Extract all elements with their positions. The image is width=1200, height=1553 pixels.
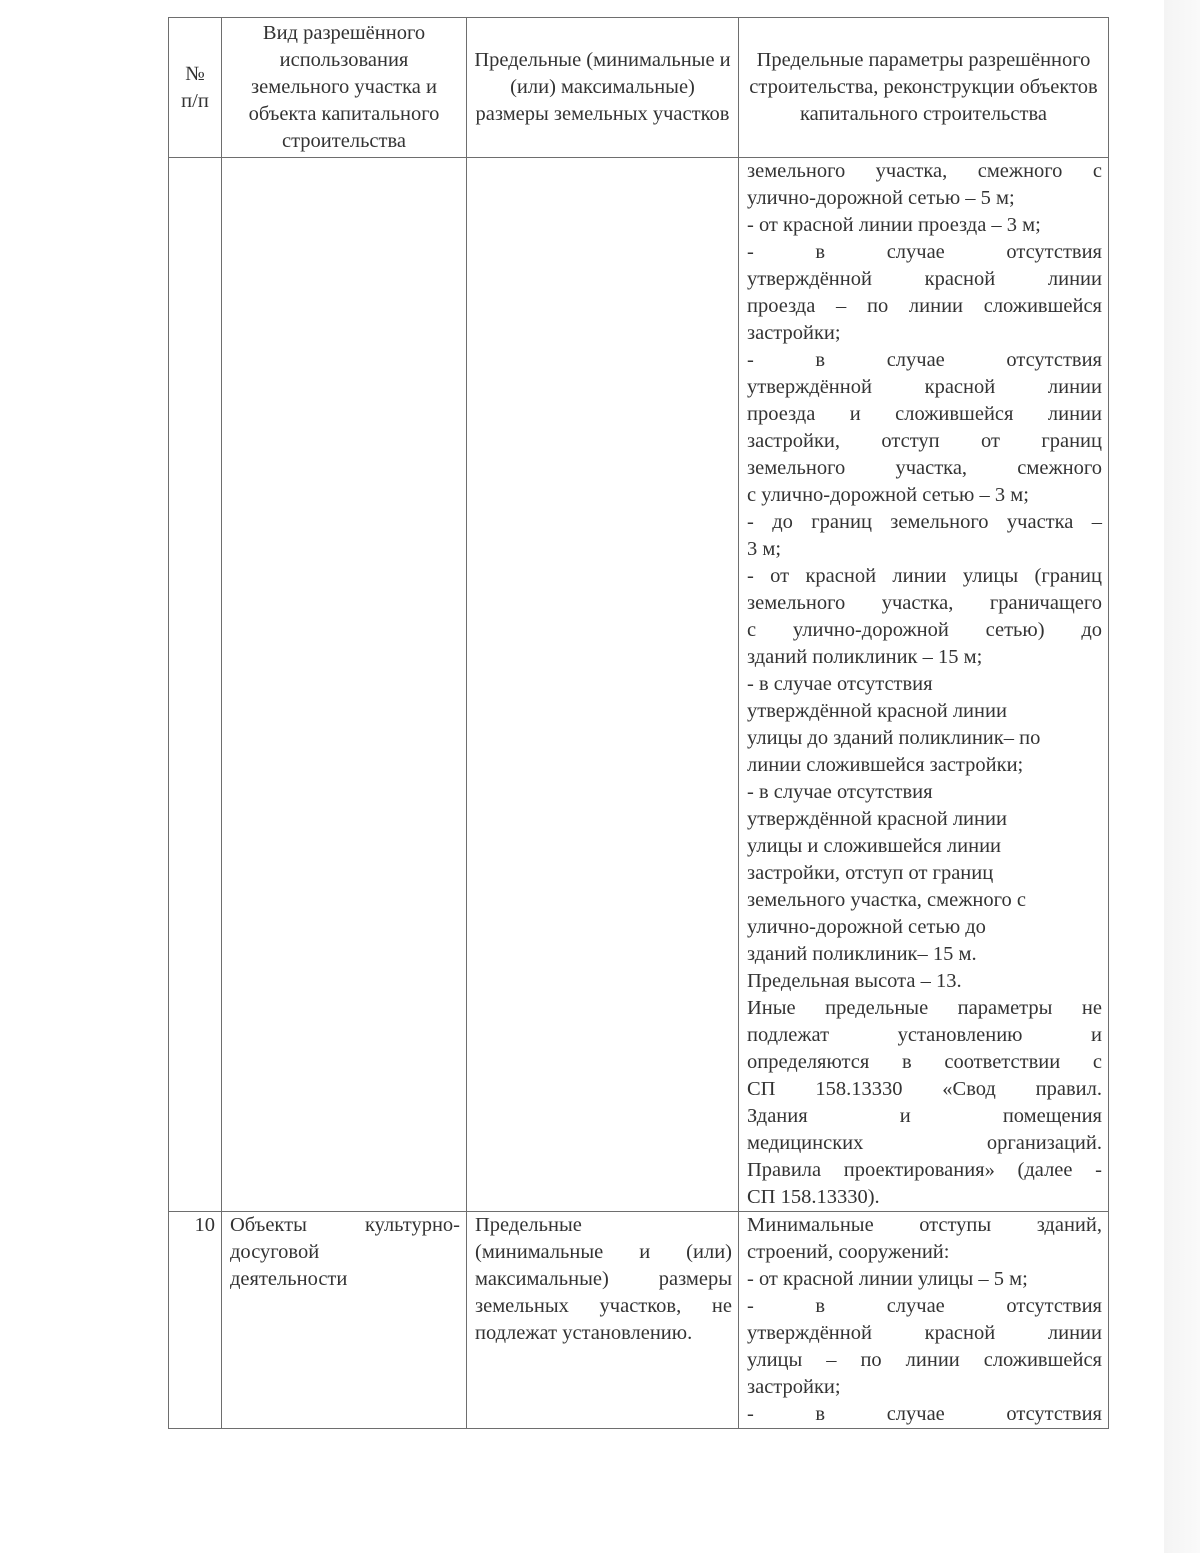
text-line: деятельности bbox=[230, 1268, 348, 1290]
text-line: земельного участка, смежного с bbox=[747, 160, 1102, 182]
table-header-row bbox=[169, 18, 1109, 158]
text-line: Предельная высота – 13. bbox=[747, 970, 962, 992]
text-line: зданий поликлиник – 15 м; bbox=[747, 646, 983, 668]
scan-page-edge bbox=[1164, 0, 1200, 1553]
text-line: улицы – по линии сложившейся bbox=[747, 1349, 1102, 1371]
text-line: земельных участков, не bbox=[475, 1295, 732, 1317]
text-line: - от красной линии проезда – 3 м; bbox=[747, 214, 1041, 236]
header-plot-sizes: Предельные (минимальные и (или) максимальные) размеры земельных участков bbox=[467, 18, 739, 158]
text-line: - в случае отсутствия bbox=[747, 781, 933, 803]
text-line: 3 м; bbox=[747, 538, 782, 560]
text-line: - в случае отсутствия bbox=[747, 241, 1102, 263]
cell-construction-parameters bbox=[739, 1212, 1109, 1429]
text-line: досуговой bbox=[230, 1241, 320, 1263]
cell-number: 10 bbox=[169, 1212, 222, 1429]
text-line: проезда и сложившейся линии bbox=[747, 403, 1102, 425]
header-construction-parameters: Предельные параметры разрешённого строительства, реконструкции объектов капитального строительства bbox=[739, 18, 1109, 158]
text-line: - в случае отсутствия bbox=[747, 1295, 1102, 1317]
text-line: улично-дорожной сетью до bbox=[747, 916, 986, 938]
text-line: Иные предельные параметры не bbox=[747, 997, 1102, 1019]
table-row-10 bbox=[169, 1212, 1109, 1429]
cell-plot-sizes bbox=[467, 158, 739, 1212]
params-text-row-10 bbox=[747, 1212, 1102, 1428]
text-line: - в случае отсутствия bbox=[747, 1403, 1102, 1425]
text-line: утверждённой красной линии bbox=[747, 268, 1102, 290]
text-line: земельного участка, смежного с bbox=[747, 889, 1026, 911]
text-line: - в случае отсутствия bbox=[747, 349, 1102, 371]
text-line: с улично-дорожной сетью) до bbox=[747, 619, 1102, 641]
text-line: определяются в соответствии с bbox=[747, 1051, 1102, 1073]
text-line: - в случае отсутствия bbox=[747, 673, 933, 695]
text-line: утверждённой красной линии bbox=[747, 1322, 1102, 1344]
text-line: Объекты культурно- bbox=[230, 1214, 460, 1236]
text-line: строений, сооружений: bbox=[747, 1241, 950, 1263]
text-line: застройки; bbox=[747, 1376, 841, 1398]
params-text-continuation bbox=[747, 158, 1102, 1211]
text-line: Правила проектирования» (далее - bbox=[747, 1159, 1102, 1181]
text-line: застройки, отступ от границ bbox=[747, 862, 994, 884]
cell-permitted-use bbox=[222, 158, 467, 1212]
text-line: - от красной линии улицы (границ bbox=[747, 565, 1102, 587]
text-line: Минимальные отступы зданий, bbox=[747, 1214, 1102, 1236]
text-line: СП 158.13330 «Свод правил. bbox=[747, 1078, 1102, 1100]
text-line: улицы до зданий поликлиник– по bbox=[747, 727, 1041, 749]
header-number: № п/п bbox=[169, 18, 222, 158]
text-line: Предельные bbox=[475, 1214, 582, 1236]
text-line: утверждённой красной линии bbox=[747, 376, 1102, 398]
text-line: утверждённой красной линии bbox=[747, 808, 1007, 830]
cell-plot-sizes bbox=[467, 1212, 739, 1429]
text-line: зданий поликлиник– 15 м. bbox=[747, 943, 977, 965]
text-line: с улично-дорожной сетью – 3 м; bbox=[747, 484, 1029, 506]
text-line: СП 158.13330). bbox=[747, 1186, 880, 1208]
text-line: подлежат установлению. bbox=[475, 1322, 693, 1344]
text-line: - до границ земельного участка – bbox=[747, 511, 1102, 533]
text-line: улицы и сложившейся линии bbox=[747, 835, 1002, 857]
text-line: земельного участка, граничащего bbox=[747, 592, 1102, 614]
text-line: (минимальные и (или) bbox=[475, 1241, 732, 1263]
text-line: земельного участка, смежного bbox=[747, 457, 1102, 479]
text-line: медицинских организаций. bbox=[747, 1132, 1102, 1154]
text-line: линии сложившейся застройки; bbox=[747, 754, 1024, 776]
use-text-row-10 bbox=[230, 1212, 460, 1293]
text-line: максимальные) размеры bbox=[475, 1268, 732, 1290]
text-line: улично-дорожной сетью – 5 м; bbox=[747, 187, 1015, 209]
text-line: застройки; bbox=[747, 322, 841, 344]
header-permitted-use: Вид разрешённого использования земельного участка и объекта капитального строительства bbox=[222, 18, 467, 158]
cell-construction-parameters bbox=[739, 158, 1109, 1212]
text-line: - от красной линии улицы – 5 м; bbox=[747, 1268, 1028, 1290]
text-line: утверждённой красной линии bbox=[747, 700, 1007, 722]
table-row-continuation bbox=[169, 158, 1109, 1212]
text-line: проезда – по линии сложившейся bbox=[747, 295, 1102, 317]
text-line: Здания и помещения bbox=[747, 1105, 1102, 1127]
cell-permitted-use bbox=[222, 1212, 467, 1429]
text-line: подлежат установлению и bbox=[747, 1024, 1102, 1046]
cell-number bbox=[169, 158, 222, 1212]
zoning-parameters-table bbox=[168, 17, 1109, 1429]
sizes-text-row-10 bbox=[475, 1212, 732, 1347]
text-line: застройки, отступ от границ bbox=[747, 430, 1102, 452]
